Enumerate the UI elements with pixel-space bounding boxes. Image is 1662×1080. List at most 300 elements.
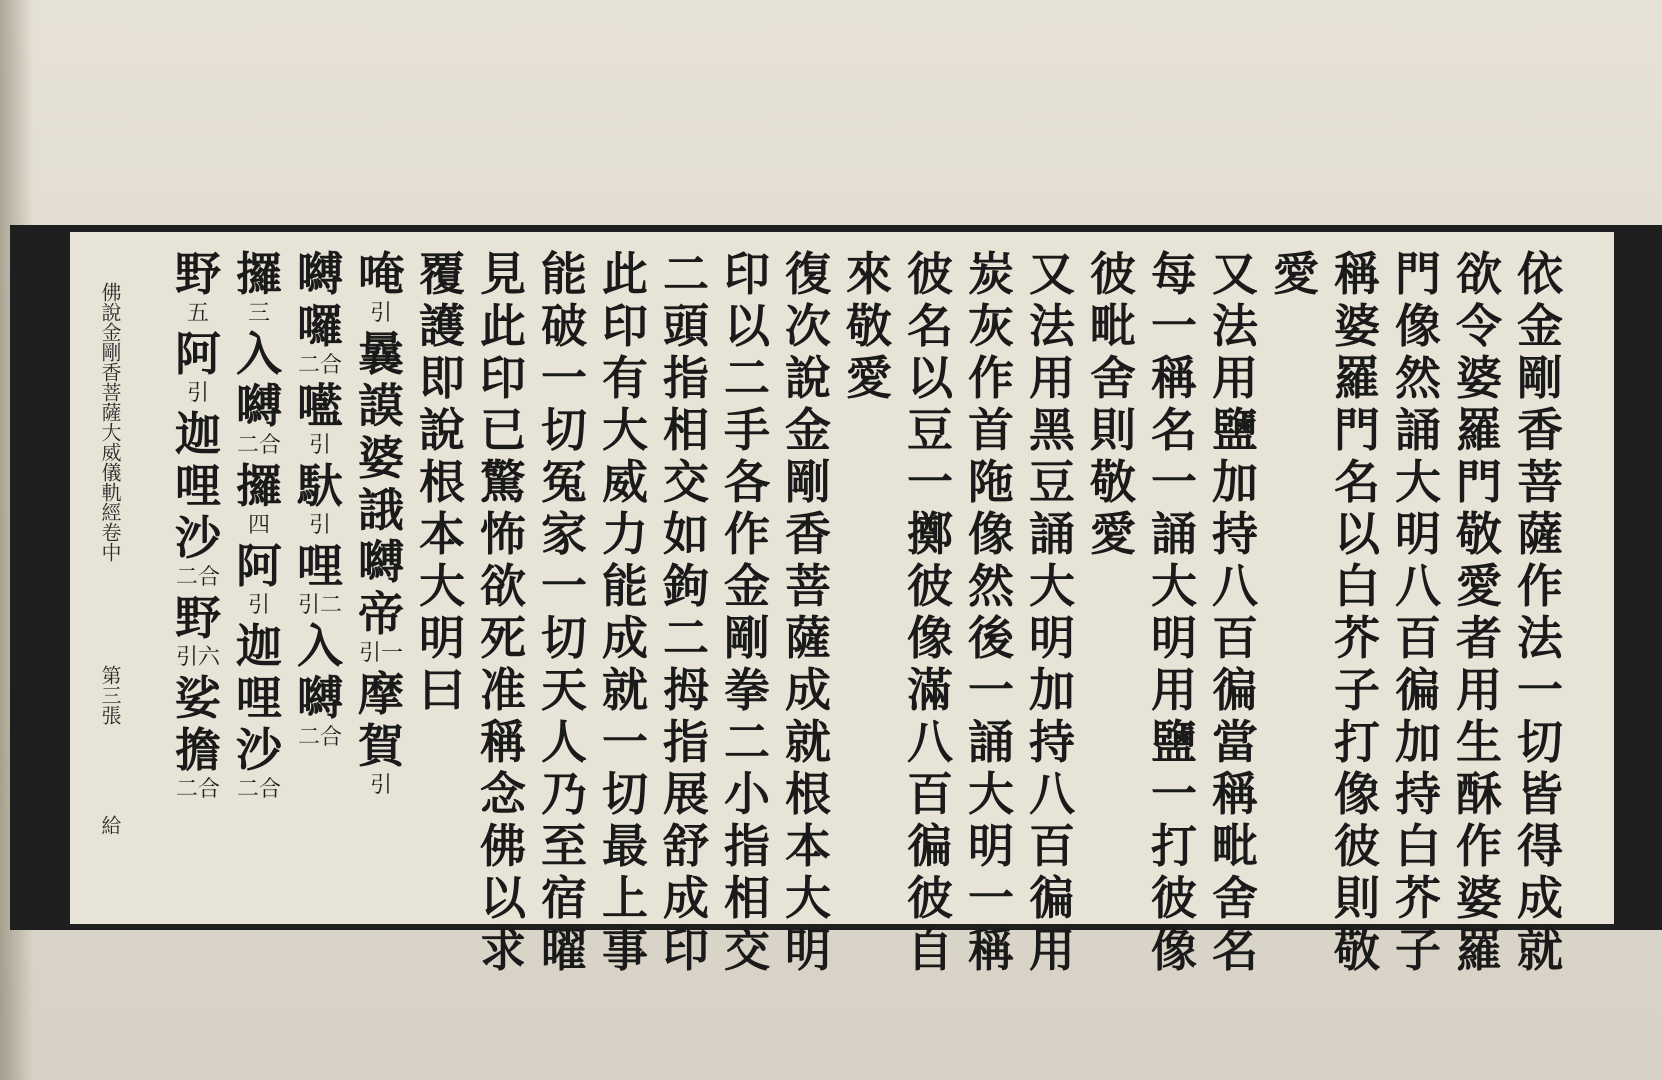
glyph: 名 bbox=[907, 299, 953, 353]
glyph: 彼 bbox=[907, 247, 953, 301]
glyph: 引 bbox=[308, 513, 331, 538]
glyph: 成 bbox=[602, 611, 648, 665]
glyph: 明 bbox=[1151, 611, 1197, 665]
glyph: 愛 bbox=[1090, 507, 1136, 561]
text-column-4 bbox=[1329, 247, 1385, 977]
glyph: 酥 bbox=[1456, 767, 1502, 821]
text-column-22 bbox=[231, 247, 287, 802]
glyph: 芥 bbox=[1395, 871, 1441, 925]
glyph: 敬 bbox=[846, 299, 892, 353]
glyph: 炭 bbox=[968, 247, 1014, 301]
glyph: 能 bbox=[602, 559, 648, 613]
glyph: 敬 bbox=[1456, 507, 1502, 561]
glyph: 子 bbox=[1334, 663, 1380, 717]
glyph: 每 bbox=[1151, 247, 1197, 301]
glyph: 摩 bbox=[358, 667, 404, 721]
glyph: 大 bbox=[419, 559, 465, 613]
glyph: 護 bbox=[419, 299, 465, 353]
glyph: 用 bbox=[1456, 663, 1502, 717]
glyph: 像 bbox=[1151, 923, 1197, 977]
glyph: 明 bbox=[419, 611, 465, 665]
glyph: 根 bbox=[785, 767, 831, 821]
glyph: 作 bbox=[968, 351, 1014, 405]
glyph: 敬 bbox=[1334, 923, 1380, 977]
glyph: 家 bbox=[541, 507, 587, 561]
glyph: 像 bbox=[1395, 299, 1441, 353]
glyph: 陁 bbox=[968, 455, 1014, 509]
glyph: 能 bbox=[541, 247, 587, 301]
glyph: 大 bbox=[785, 871, 831, 925]
glyph: 展 bbox=[663, 767, 709, 821]
glyph: 門 bbox=[1456, 455, 1502, 509]
page-number: 第三張 bbox=[98, 665, 122, 725]
glyph: 印 bbox=[663, 923, 709, 977]
glyph: 頭 bbox=[663, 299, 709, 353]
glyph: 又 bbox=[1029, 247, 1075, 301]
glyph: 依 bbox=[1517, 247, 1563, 301]
glyph: 者 bbox=[1456, 611, 1502, 665]
glyph: 三 bbox=[247, 301, 270, 326]
glyph: 八 bbox=[1029, 767, 1075, 821]
text-column-15 bbox=[658, 247, 714, 977]
glyph: 一 bbox=[541, 351, 587, 405]
glyph: 哩 bbox=[175, 459, 221, 513]
glyph: 馱 bbox=[297, 459, 343, 513]
glyph: 金 bbox=[724, 559, 770, 613]
glyph: 嚩 bbox=[297, 247, 343, 301]
glyph: 本 bbox=[785, 819, 831, 873]
glyph: 灰 bbox=[968, 299, 1014, 353]
glyph: 印 bbox=[480, 351, 526, 405]
glyph: 得 bbox=[1517, 819, 1563, 873]
glyph: 名 bbox=[1151, 403, 1197, 457]
glyph: 舍 bbox=[1212, 871, 1258, 925]
glyph: 曜 bbox=[541, 923, 587, 977]
glyph: 覆 bbox=[419, 247, 465, 301]
glyph: 加 bbox=[1029, 663, 1075, 717]
glyph: 百 bbox=[1395, 611, 1441, 665]
glyph: 八 bbox=[1395, 559, 1441, 613]
glyph: 各 bbox=[724, 455, 770, 509]
glyph: 香 bbox=[785, 507, 831, 561]
glyph: 持 bbox=[1029, 715, 1075, 769]
glyph: 百 bbox=[1212, 611, 1258, 665]
text-column-9 bbox=[1024, 247, 1080, 977]
glyph: 徧 bbox=[1212, 663, 1258, 717]
glyph: 相 bbox=[724, 871, 770, 925]
glyph: 彼 bbox=[1090, 247, 1136, 301]
glyph: 威 bbox=[602, 455, 648, 509]
glyph: 囉 bbox=[297, 299, 343, 353]
glyph: 印 bbox=[724, 247, 770, 301]
glyph: 則 bbox=[1334, 871, 1380, 925]
glyph: 羅 bbox=[1456, 403, 1502, 457]
glyph: 白 bbox=[1395, 819, 1441, 873]
glyph: 法 bbox=[1029, 299, 1075, 353]
glyph: 豆 bbox=[907, 403, 953, 457]
glyph: 就 bbox=[785, 715, 831, 769]
glyph: 死 bbox=[480, 611, 526, 665]
glyph: 天 bbox=[541, 663, 587, 717]
glyph: 求 bbox=[480, 923, 526, 977]
glyph: 印 bbox=[602, 299, 648, 353]
glyph: 嚩 bbox=[297, 671, 343, 725]
glyph: 指 bbox=[724, 819, 770, 873]
glyph: 豆 bbox=[1029, 455, 1075, 509]
glyph: 欲 bbox=[1456, 247, 1502, 301]
glyph: 阿 bbox=[236, 539, 282, 593]
glyph: 成 bbox=[785, 663, 831, 717]
glyph: 引 bbox=[369, 773, 392, 798]
glyph: 㘕 bbox=[297, 379, 343, 433]
glyph: 大 bbox=[602, 403, 648, 457]
glyph: 引 bbox=[247, 593, 270, 618]
page-mark: 給 bbox=[98, 815, 122, 835]
glyph: 作 bbox=[1517, 559, 1563, 613]
text-column-11 bbox=[902, 247, 958, 977]
glyph: 大 bbox=[968, 767, 1014, 821]
glyph: 力 bbox=[602, 507, 648, 561]
text-column-21 bbox=[292, 247, 348, 750]
glyph: 一 bbox=[602, 715, 648, 769]
glyph: 次 bbox=[785, 299, 831, 353]
glyph: 誦 bbox=[1029, 507, 1075, 561]
glyph: 上 bbox=[602, 871, 648, 925]
glyph: 名 bbox=[1212, 923, 1258, 977]
glyph: 一 bbox=[541, 559, 587, 613]
glyph: 見 bbox=[480, 247, 526, 301]
glyph: 愛 bbox=[1456, 559, 1502, 613]
glyph: 二 bbox=[724, 351, 770, 405]
glyph: 菩 bbox=[1517, 455, 1563, 509]
glyph: 說 bbox=[419, 403, 465, 457]
glyph: 用 bbox=[1212, 351, 1258, 405]
glyph: 門 bbox=[1334, 403, 1380, 457]
glyph: 阿 bbox=[175, 327, 221, 381]
glyph: 唵 bbox=[358, 247, 404, 301]
glyph: 二合 bbox=[297, 725, 342, 750]
glyph: 愛 bbox=[1273, 247, 1319, 301]
glyph: 法 bbox=[1212, 299, 1258, 353]
glyph: 打 bbox=[1334, 715, 1380, 769]
text-column-17 bbox=[536, 247, 592, 977]
glyph: 羅 bbox=[1334, 351, 1380, 405]
glyph: 誦 bbox=[1151, 507, 1197, 561]
glyph: 冤 bbox=[541, 455, 587, 509]
glyph: 此 bbox=[480, 299, 526, 353]
glyph: 百 bbox=[1029, 819, 1075, 873]
glyph: 婆 bbox=[1456, 351, 1502, 405]
glyph: 交 bbox=[724, 923, 770, 977]
glyph: 以 bbox=[907, 351, 953, 405]
glyph: 曩 bbox=[358, 327, 404, 381]
glyph: 金 bbox=[785, 403, 831, 457]
glyph: 毗 bbox=[1212, 819, 1258, 873]
text-column-1 bbox=[1512, 247, 1568, 977]
glyph: 至 bbox=[541, 819, 587, 873]
glyph: 然 bbox=[968, 559, 1014, 613]
glyph: 用 bbox=[1029, 923, 1075, 977]
glyph: 鹽 bbox=[1212, 403, 1258, 457]
glyph: 鉤 bbox=[663, 559, 709, 613]
glyph: 二合 bbox=[236, 777, 281, 802]
glyph: 愛 bbox=[846, 351, 892, 405]
text-column-19 bbox=[414, 247, 470, 717]
glyph: 大 bbox=[1029, 559, 1075, 613]
glyph: 事 bbox=[602, 923, 648, 977]
glyph: 擔 bbox=[175, 723, 221, 777]
glyph: 即 bbox=[419, 351, 465, 405]
glyph: 成 bbox=[663, 871, 709, 925]
glyph: 嚩 bbox=[236, 379, 282, 433]
glyph: 宿 bbox=[541, 871, 587, 925]
glyph: 根 bbox=[419, 455, 465, 509]
glyph: 切 bbox=[602, 767, 648, 821]
text-column-10 bbox=[963, 247, 1019, 977]
glyph: 以 bbox=[1334, 507, 1380, 561]
glyph: 薩 bbox=[1517, 507, 1563, 561]
glyph: 手 bbox=[724, 403, 770, 457]
glyph: 滿 bbox=[907, 663, 953, 717]
glyph: 二 bbox=[663, 247, 709, 301]
glyph: 持 bbox=[1212, 507, 1258, 561]
glyph: 敬 bbox=[1090, 455, 1136, 509]
glyph: 二 bbox=[724, 715, 770, 769]
glyph: 引 bbox=[308, 433, 331, 458]
glyph: 交 bbox=[663, 455, 709, 509]
glyph: 剛 bbox=[724, 611, 770, 665]
glyph: 大 bbox=[1395, 455, 1441, 509]
glyph: 引 bbox=[369, 301, 392, 326]
glyph: 明 bbox=[1395, 507, 1441, 561]
glyph: 賀 bbox=[358, 719, 404, 773]
glyph: 擲 bbox=[907, 507, 953, 561]
glyph: 切 bbox=[541, 611, 587, 665]
text-column-5 bbox=[1268, 247, 1324, 301]
glyph: 誦 bbox=[968, 715, 1014, 769]
glyph: 大 bbox=[1151, 559, 1197, 613]
glyph: 一 bbox=[1151, 299, 1197, 353]
glyph: 攞 bbox=[236, 459, 282, 513]
glyph: 剛 bbox=[785, 455, 831, 509]
glyph: 拇 bbox=[663, 663, 709, 717]
glyph: 以 bbox=[480, 871, 526, 925]
glyph: 毗 bbox=[1090, 299, 1136, 353]
glyph: 一 bbox=[968, 663, 1014, 717]
glyph: 皆 bbox=[1517, 767, 1563, 821]
text-column-23 bbox=[170, 247, 226, 802]
glyph: 五 bbox=[186, 301, 209, 326]
glyph: 嚩 bbox=[358, 535, 404, 589]
glyph: 首 bbox=[968, 403, 1014, 457]
glyph: 持 bbox=[1395, 767, 1441, 821]
glyph: 稱 bbox=[1334, 247, 1380, 301]
glyph: 如 bbox=[663, 507, 709, 561]
glyph: 薩 bbox=[785, 611, 831, 665]
glyph: 乃 bbox=[541, 767, 587, 821]
glyph: 佛 bbox=[480, 819, 526, 873]
text-column-18 bbox=[475, 247, 531, 977]
glyph: 以 bbox=[724, 299, 770, 353]
glyph: 四 bbox=[247, 513, 270, 538]
glyph: 後 bbox=[968, 611, 1014, 665]
glyph: 作 bbox=[1456, 819, 1502, 873]
glyph: 引 bbox=[186, 381, 209, 406]
glyph: 則 bbox=[1090, 403, 1136, 457]
glyph: 令 bbox=[1456, 299, 1502, 353]
text-column-8 bbox=[1085, 247, 1141, 561]
glyph: 彼 bbox=[907, 559, 953, 613]
glyph: 迦 bbox=[175, 407, 221, 461]
glyph: 已 bbox=[480, 403, 526, 457]
glyph: 來 bbox=[846, 247, 892, 301]
glyph: 生 bbox=[1456, 715, 1502, 769]
glyph: 舍 bbox=[1090, 351, 1136, 405]
glyph: 二合 bbox=[175, 565, 220, 590]
glyph: 娑 bbox=[175, 671, 221, 725]
glyph: 攞 bbox=[236, 247, 282, 301]
glyph: 打 bbox=[1151, 819, 1197, 873]
text-column-16 bbox=[597, 247, 653, 977]
glyph: 准 bbox=[480, 663, 526, 717]
glyph: 彼 bbox=[1151, 871, 1197, 925]
glyph: 念 bbox=[480, 767, 526, 821]
glyph: 沙 bbox=[236, 723, 282, 777]
glyph: 徧 bbox=[1029, 871, 1075, 925]
glyph: 婆 bbox=[1456, 871, 1502, 925]
glyph: 哩 bbox=[236, 671, 282, 725]
glyph: 迦 bbox=[236, 619, 282, 673]
glyph: 自 bbox=[907, 923, 953, 977]
glyph: 就 bbox=[602, 663, 648, 717]
glyph: 金 bbox=[1517, 299, 1563, 353]
glyph: 剛 bbox=[1517, 351, 1563, 405]
glyph: 成 bbox=[1517, 871, 1563, 925]
glyph: 野 bbox=[175, 591, 221, 645]
glyph: 明 bbox=[968, 819, 1014, 873]
glyph: 小 bbox=[724, 767, 770, 821]
glyph: 芥 bbox=[1334, 611, 1380, 665]
glyph: 當 bbox=[1212, 715, 1258, 769]
glyph: 婆 bbox=[1334, 299, 1380, 353]
glyph: 像 bbox=[968, 507, 1014, 561]
text-column-6 bbox=[1207, 247, 1263, 977]
glyph: 明 bbox=[1029, 611, 1075, 665]
glyph: 相 bbox=[663, 403, 709, 457]
glyph: 婆 bbox=[358, 431, 404, 485]
glyph: 指 bbox=[663, 351, 709, 405]
glyph: 像 bbox=[1334, 767, 1380, 821]
text-column-14 bbox=[719, 247, 775, 977]
text-column-13 bbox=[780, 247, 836, 977]
glyph: 彼 bbox=[907, 871, 953, 925]
glyph: 入 bbox=[236, 327, 282, 381]
glyph: 羅 bbox=[1456, 923, 1502, 977]
glyph: 徧 bbox=[907, 819, 953, 873]
glyph: 哩 bbox=[297, 539, 343, 593]
text-column-12 bbox=[841, 247, 897, 405]
glyph: 帝 bbox=[358, 587, 404, 641]
glyph: 然 bbox=[1395, 351, 1441, 405]
text-column-3 bbox=[1390, 247, 1446, 977]
glyph: 破 bbox=[541, 299, 587, 353]
glyph: 拳 bbox=[724, 663, 770, 717]
glyph: 入 bbox=[297, 619, 343, 673]
glyph: 一 bbox=[1151, 455, 1197, 509]
glyph: 野 bbox=[175, 247, 221, 301]
glyph: 稱 bbox=[1151, 351, 1197, 405]
glyph: 一 bbox=[907, 455, 953, 509]
glyph: 加 bbox=[1395, 715, 1441, 769]
glyph: 誐 bbox=[358, 483, 404, 537]
glyph: 二合 bbox=[175, 777, 220, 802]
glyph: 子 bbox=[1395, 923, 1441, 977]
glyph: 稱 bbox=[1212, 767, 1258, 821]
glyph: 引六 bbox=[175, 645, 220, 670]
glyph: 八 bbox=[907, 715, 953, 769]
glyph: 一 bbox=[1517, 663, 1563, 717]
glyph: 八 bbox=[1212, 559, 1258, 613]
glyph: 二 bbox=[663, 611, 709, 665]
glyph: 切 bbox=[541, 403, 587, 457]
glyph: 驚 bbox=[480, 455, 526, 509]
glyph: 一 bbox=[1151, 767, 1197, 821]
glyph: 謨 bbox=[358, 379, 404, 433]
glyph: 誦 bbox=[1395, 403, 1441, 457]
glyph: 本 bbox=[419, 507, 465, 561]
glyph: 菩 bbox=[785, 559, 831, 613]
glyph: 曰 bbox=[419, 663, 465, 717]
glyph: 此 bbox=[602, 247, 648, 301]
glyph: 稱 bbox=[480, 715, 526, 769]
glyph: 一 bbox=[968, 871, 1014, 925]
glyph: 舒 bbox=[663, 819, 709, 873]
glyph: 沙 bbox=[175, 511, 221, 565]
glyph: 黑 bbox=[1029, 403, 1075, 457]
glyph: 又 bbox=[1212, 247, 1258, 301]
glyph: 用 bbox=[1029, 351, 1075, 405]
glyph: 二合 bbox=[297, 353, 342, 378]
glyph: 明 bbox=[785, 923, 831, 977]
glyph: 用 bbox=[1151, 663, 1197, 717]
glyph: 作 bbox=[724, 507, 770, 561]
glyph: 欲 bbox=[480, 559, 526, 613]
glyph: 白 bbox=[1334, 559, 1380, 613]
glyph: 香 bbox=[1517, 403, 1563, 457]
text-column-2 bbox=[1451, 247, 1507, 977]
glyph: 切 bbox=[1517, 715, 1563, 769]
glyph: 彼 bbox=[1334, 819, 1380, 873]
glyph: 最 bbox=[602, 819, 648, 873]
glyph: 指 bbox=[663, 715, 709, 769]
glyph: 門 bbox=[1395, 247, 1441, 301]
glyph: 加 bbox=[1212, 455, 1258, 509]
glyph: 百 bbox=[907, 767, 953, 821]
glyph: 稱 bbox=[968, 923, 1014, 977]
glyph: 鹽 bbox=[1151, 715, 1197, 769]
glyph: 人 bbox=[541, 715, 587, 769]
glyph: 怖 bbox=[480, 507, 526, 561]
glyph: 名 bbox=[1334, 455, 1380, 509]
glyph: 引二 bbox=[297, 593, 342, 618]
glyph: 徧 bbox=[1395, 663, 1441, 717]
glyph: 像 bbox=[907, 611, 953, 665]
glyph: 就 bbox=[1517, 923, 1563, 977]
glyph: 法 bbox=[1517, 611, 1563, 665]
glyph: 復 bbox=[785, 247, 831, 301]
glyph: 二合 bbox=[236, 433, 281, 458]
glyph: 引一 bbox=[358, 641, 403, 666]
